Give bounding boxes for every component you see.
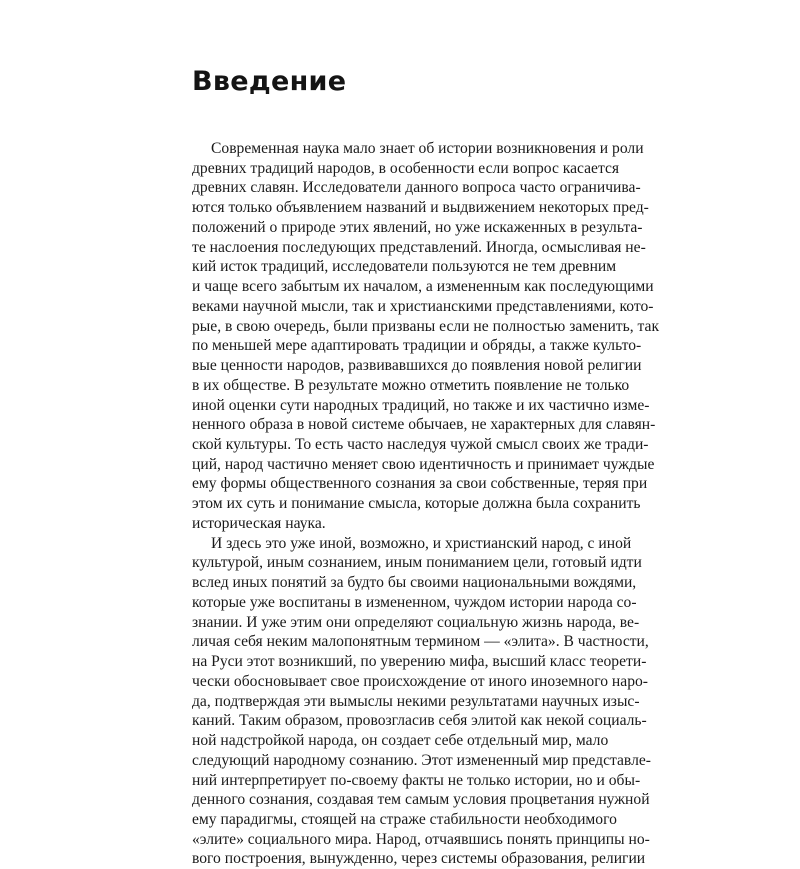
text-line: этом их суть и понимание смысла, которые должна была сохранить: [192, 495, 641, 513]
text-line: древних славян. Исследователи данного вопроса часто ограничива-: [192, 179, 641, 197]
text-line: ной надстройкой народа, он создает себе отдельный мир, мало: [192, 732, 609, 750]
text-line: да, подтверждая эти вымыслы некими результатами научных изыс-: [192, 692, 640, 710]
text-line: веками научной мысли, так и христианскими представлениями, кото-: [192, 297, 654, 315]
text-line: иной оценки сути народных традиций, но также и их частично изме-: [192, 396, 650, 414]
chapter-title: Введение: [192, 66, 347, 97]
text-line: рые, в свою очередь, были призваны если не полностью заменить, так: [192, 317, 660, 335]
text-line: которые уже воспитаны в измененном, чуждом истории народа со-: [192, 593, 637, 611]
text-line: каний. Таким образом, провозгласив себя элитой как некой социаль-: [192, 712, 647, 730]
text-line: положений о природе этих явлений, но уже искаженных в результа-: [192, 218, 643, 236]
text-line: ний интерпретирует по-своему факты не только истории, но и обы-: [192, 771, 641, 789]
text-line: вслед иных понятий за будто бы своими национальными вождями,: [192, 574, 637, 592]
text-line: чески обосновывает свое происхождение от иного иноземного наро-: [192, 672, 648, 690]
text-line: следующий народному сознанию. Этот измененный мир представле-: [192, 751, 651, 769]
text-line: на Руси этот возникший, по уверению мифа, высший класс теорети-: [192, 653, 647, 671]
text-line: ему формы общественного сознания за свои собственные, теряя при: [192, 475, 648, 493]
text-line: в их обществе. В результате можно отметить появление не только: [192, 376, 630, 394]
text-line: знании. И уже этим они определяют социальную жизнь народа, ве-: [192, 613, 640, 631]
text-line: по меньшей мере адаптировать традиции и обряды, а также культо-: [192, 337, 642, 355]
paragraph: [192, 534, 651, 869]
body-text: [192, 139, 660, 869]
text-line: И здесь это уже иной, возможно, и христианский народ, с иной: [211, 534, 632, 552]
text-line: культурой, иным сознанием, иным пониманием цели, готовый идти: [192, 554, 642, 572]
text-line: личая себя неким малопонятным термином — «элита». В частности,: [192, 633, 649, 651]
text-line: ются только объявлением названий и выдвижением некоторых пред-: [192, 199, 649, 217]
text-line: ций, народ частично меняет свою идентичность и принимает чуждые: [192, 455, 655, 473]
text-line: те наслоения последующих представлений. Иногда, осмысливая не-: [192, 238, 646, 256]
text-line: историческая наука.: [192, 514, 326, 532]
text-line: денного сознания, создавая тем самым условия процветания нужной: [192, 791, 650, 809]
text-line: и чаще всего забытым их началом, а измененным как последующими: [192, 278, 654, 296]
text-line: вого построения, вынужденно, через системы образования, религии: [192, 850, 646, 868]
text-line: ему парадигмы, стоящей на страже стабильности необходимого: [192, 810, 617, 828]
text-line: ской культуры. То есть часто наследуя чужой смысл своих же тради-: [192, 436, 649, 454]
text-line: древних традиций народов, в особенности если вопрос касается: [192, 159, 620, 177]
text-line: Современная наука мало знает об истории возникновения и роли: [211, 140, 644, 157]
text-line: ненного образа в новой системе обычаев, не характерных для славян-: [192, 416, 656, 434]
text-line: кий исток традиций, исследователи пользуются не тем древним: [192, 258, 617, 276]
paragraph: [192, 139, 660, 534]
text-line: вые ценности народов, развивавшихся до появления новой религии: [192, 357, 642, 375]
text-line: «элите» социального мира. Народ, отчаявшись понять принципы но-: [192, 830, 650, 848]
